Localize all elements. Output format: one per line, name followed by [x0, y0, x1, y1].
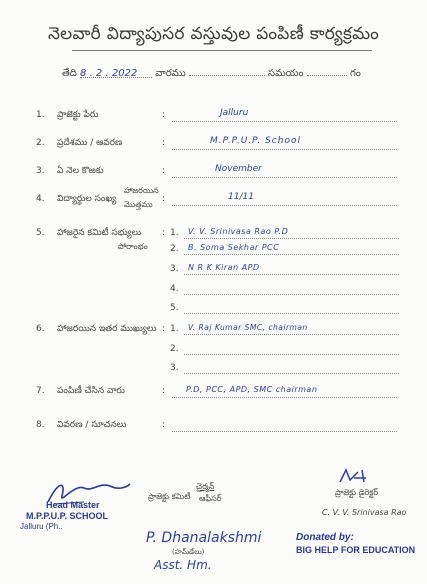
date-value: 8 . 2 . 2022 — [80, 68, 152, 78]
field-label: ప్రాజెక్టు పేరు — [57, 110, 99, 120]
chairman-sub: ఆఫీసర్ — [199, 494, 222, 503]
field-label: పంపిణీ చేసిన వారు — [57, 386, 125, 396]
member-value: V. V. Srinivasa Rao P.D — [188, 227, 289, 236]
field-line — [172, 166, 397, 178]
time-label: సమయం — [268, 68, 304, 79]
colon: : — [162, 166, 166, 176]
field-value: November — [215, 164, 262, 174]
field-label-total: మొత్తము — [124, 200, 153, 209]
hm-place: Jalluru (Ph.. — [20, 522, 63, 531]
time-blank — [307, 66, 347, 76]
date-label: తేది — [62, 68, 77, 79]
member-number: 3. — [170, 264, 179, 274]
project-committee-label: ప్రాజెక్టు కమిటీ — [148, 492, 191, 501]
member-line — [184, 303, 399, 314]
director-label: ప్రాజెక్టు డైరెక్టర్ — [335, 488, 379, 497]
field-line — [172, 110, 397, 122]
director-name: C. V. V. Srinivasa Rao — [322, 508, 407, 517]
field-value: M.P.P.U.P. School — [210, 136, 301, 146]
hm-school: M.P.P.U.P. SCHOOL — [26, 511, 109, 521]
donated-by-label: Donated by: — [296, 532, 354, 543]
member-line — [184, 284, 399, 295]
colon: : — [162, 228, 166, 238]
field-sublabel: పోరాంభం — [118, 242, 148, 251]
field-label: హాజరైన కమిటీ సభ్యులు — [57, 228, 142, 238]
member-number: 2. — [170, 244, 179, 254]
colon: : — [162, 110, 166, 120]
member-line — [184, 363, 399, 374]
field-label: హాజరయిన ఇతర ముఖ్యులు — [57, 324, 157, 334]
field-label-present: హాజరయిన — [124, 186, 159, 195]
field-value: 11/11 — [228, 192, 254, 202]
signatory-sub: (హమ్‌డేలు) — [172, 548, 205, 556]
field-number: 1. — [36, 110, 45, 120]
chairman-label: చైర్మన్ — [196, 482, 215, 491]
title-underline — [72, 50, 372, 51]
field-label: ప్రదేశము / ఆవరణ — [57, 138, 123, 148]
field-label: విద్యార్థుల సంఖ్య — [57, 194, 117, 204]
field-value: Jalluru — [220, 108, 249, 118]
member-value: N R K Kiran APD — [188, 263, 260, 272]
day-blank — [189, 66, 265, 76]
form-title: నెలవారీ విద్యాపుసర వస్తువుల పంపిణీ కార్యక్రమం — [47, 24, 380, 44]
field-number: 6. — [36, 324, 45, 334]
member-value: V. Raj Kumar SMC, chairman — [188, 323, 308, 332]
field-label: వివరణ / సూచనలు — [57, 420, 127, 430]
field-number: 2. — [36, 138, 45, 148]
field-line — [172, 194, 397, 206]
donor-name: BIG HELP FOR EDUCATION — [296, 545, 416, 555]
colon: : — [162, 420, 166, 430]
member-number: 2. — [170, 344, 179, 354]
member-line — [184, 344, 399, 355]
director-signature — [336, 466, 372, 486]
field-number: 3. — [36, 166, 45, 176]
hm-title: Head Master — [46, 500, 100, 510]
colon: : — [162, 324, 166, 334]
signatory-extra: Asst. Hm. — [154, 558, 212, 572]
colon: : — [162, 138, 166, 148]
member-number: 5. — [170, 303, 179, 313]
member-value: B. Soma Sekhar PCC — [188, 243, 280, 252]
field-line — [172, 420, 397, 432]
field-number: 4. — [36, 194, 45, 204]
member-number: 4. — [170, 284, 179, 294]
colon: : — [162, 386, 166, 396]
member-number: 1. — [170, 324, 179, 334]
member-number: 3. — [170, 363, 179, 373]
hours-label: గం — [349, 68, 361, 79]
field-number: 7. — [36, 386, 45, 396]
field-number: 8. — [36, 420, 45, 430]
field-number: 5. — [36, 228, 45, 238]
date-line — [62, 66, 402, 81]
field-label: ఏ నెల కొఱకు — [57, 166, 104, 176]
day-label: వారము — [155, 68, 186, 79]
signatory-name: P. Dhanalakshmi — [146, 530, 262, 546]
field-value: P.D, PCC, APD, SMC chairman — [186, 385, 318, 394]
colon: : — [162, 194, 166, 204]
member-number: 1. — [170, 228, 179, 238]
